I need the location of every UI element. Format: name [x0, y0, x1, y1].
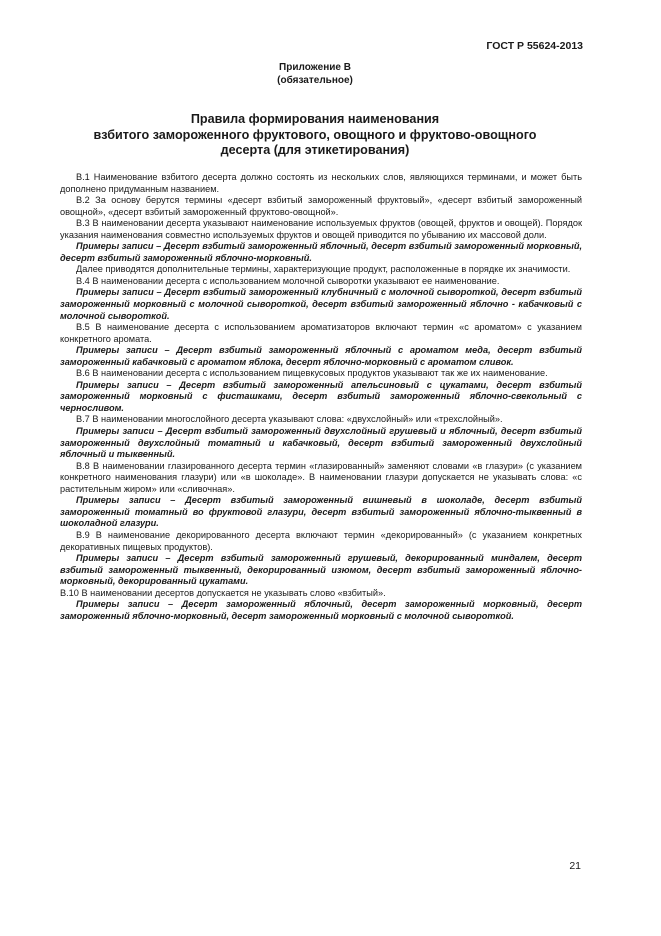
example-b6: Примеры записи – Десерт взбитый замороженный апельсиновый с цукатами, десерт взбитый замороженный морковный с фисташками, десерт взбитый замороженный яблочно-свекольный с черносливом.	[60, 379, 582, 413]
paragraph-b10: В.10 В наименовании десертов допускается не указывать слово «взбитый».	[60, 587, 386, 598]
example-b5: Примеры записи – Десерт взбитый замороженный яблочный с ароматом меда, десерт взбитый замороженный кабачковый с ароматом яблока, десерт яблочно-морковный с ароматом сливок.	[60, 345, 582, 367]
section-title	[60, 112, 570, 159]
example-b7: Примеры записи – Десерт взбитый замороженный двухслойный грушевый и яблочный, десерт взбитый замороженный двухслойный томатный и кабачковый, десерт взбитый замороженный двухслойный яблочный и тыквенный.	[60, 426, 582, 460]
paragraph-b2: В.2 За основу берутся термины «десерт взбитый замороженный фруктовый», «десерт взбитый замороженный овощной», «десерт взбитый замороженный фруктово-овощной».	[60, 195, 582, 217]
paragraph-b9: В.9 В наименование декорированного десерта включают термин «декорированный» (с указанием конкретных декоративных пищевых продуктов).	[60, 529, 582, 552]
standard-designation: ГОСТ Р 55624-2013	[486, 40, 583, 52]
example-b9: Примеры записи – Десерт взбитый замороженный грушевый, декорированный миндалем, десерт взбитый замороженный тыквенный, декорированный изюмом, десерт взбитый замороженный яблочно-морковный, декорированный цукатами.	[60, 553, 582, 587]
paragraph-b4: В.4 В наименовании десерта с использованием молочной сыворотки указывают ее наименование.	[76, 275, 500, 286]
example-b8: Примеры записи – Десерт взбитый замороженный вишневый в шоколаде, десерт взбитый замороженный томатный во фруктовой глазури, десерт взбитый замороженный яблочно-тыквенный в шоколадной глазури.	[60, 495, 582, 529]
paragraph-additional-terms: Далее приводятся дополнительные термины, характеризующие продукт, расположенные в порядке их значимости.	[76, 264, 571, 275]
paragraph-b7: В.7 В наименовании многослойного десерта указывают слова: «двухслойный» или «трехслойный».	[76, 414, 503, 425]
example-b3: Примеры записи – Десерт взбитый замороженный яблочный, десерт взбитый замороженный морковный, десерт взбитый замороженный яблочно-морковный.	[60, 241, 582, 263]
page-number: 21	[569, 860, 581, 872]
example-b10: Примеры записи – Десерт замороженный яблочный, десерт замороженный морковный, десерт замороженный яблочно-морковный, десерт замороженный морковный с молочной сывороткой.	[60, 599, 582, 621]
annex-name: Приложение В	[279, 62, 351, 73]
annex-status: (обязательное)	[277, 75, 353, 86]
paragraph-b3: В.3 В наименовании десерта указывают наименование используемых фруктов (овощей, фруктов и овощей). Порядок указания наименования совместно используемых фруктов и овощей приводится по убыванию их массовой доли.	[60, 218, 582, 240]
title-line-1: Правила формирования наименования	[190, 112, 440, 126]
example-b4: Примеры записи – Десерт взбитый замороженный клубничный с молочной сывороткой, десерт взбитый замороженный морковный с молочной сывороткой, десерт взбитый замороженный яблочно - кабачковый с молочной сывороткой.	[60, 287, 582, 321]
title-line-3: десерта (для этикетирования)	[220, 143, 410, 157]
paragraph-b1: В.1 Наименование взбитого десерта должно состоять из нескольких слов, являющихся терминами, и может быть дополнено придуманным названием.	[60, 172, 582, 194]
body-text	[60, 172, 582, 622]
paragraph-b8: В.8 В наименовании глазированного десерта термин «глазированный» заменяют словами «в глазури» (с указанием конкретного наименования глазури) или «в шоколаде». В наименовании глазури допускается не указывать слова: «с растительным жиром» или «сливочная».	[60, 460, 582, 494]
paragraph-b5: В.5 В наименование десерта с использованием ароматизаторов включают термин «с ароматом» с указанием конкретного аромата.	[60, 322, 582, 344]
paragraph-b6: В.6 В наименовании десерта с использованием пищевкусовых продуктов указывают так же их наименование.	[76, 368, 548, 379]
title-line-2: взбитого замороженного фруктового, овощного и фруктово-овощного	[93, 127, 537, 142]
annex-heading	[0, 61, 630, 87]
